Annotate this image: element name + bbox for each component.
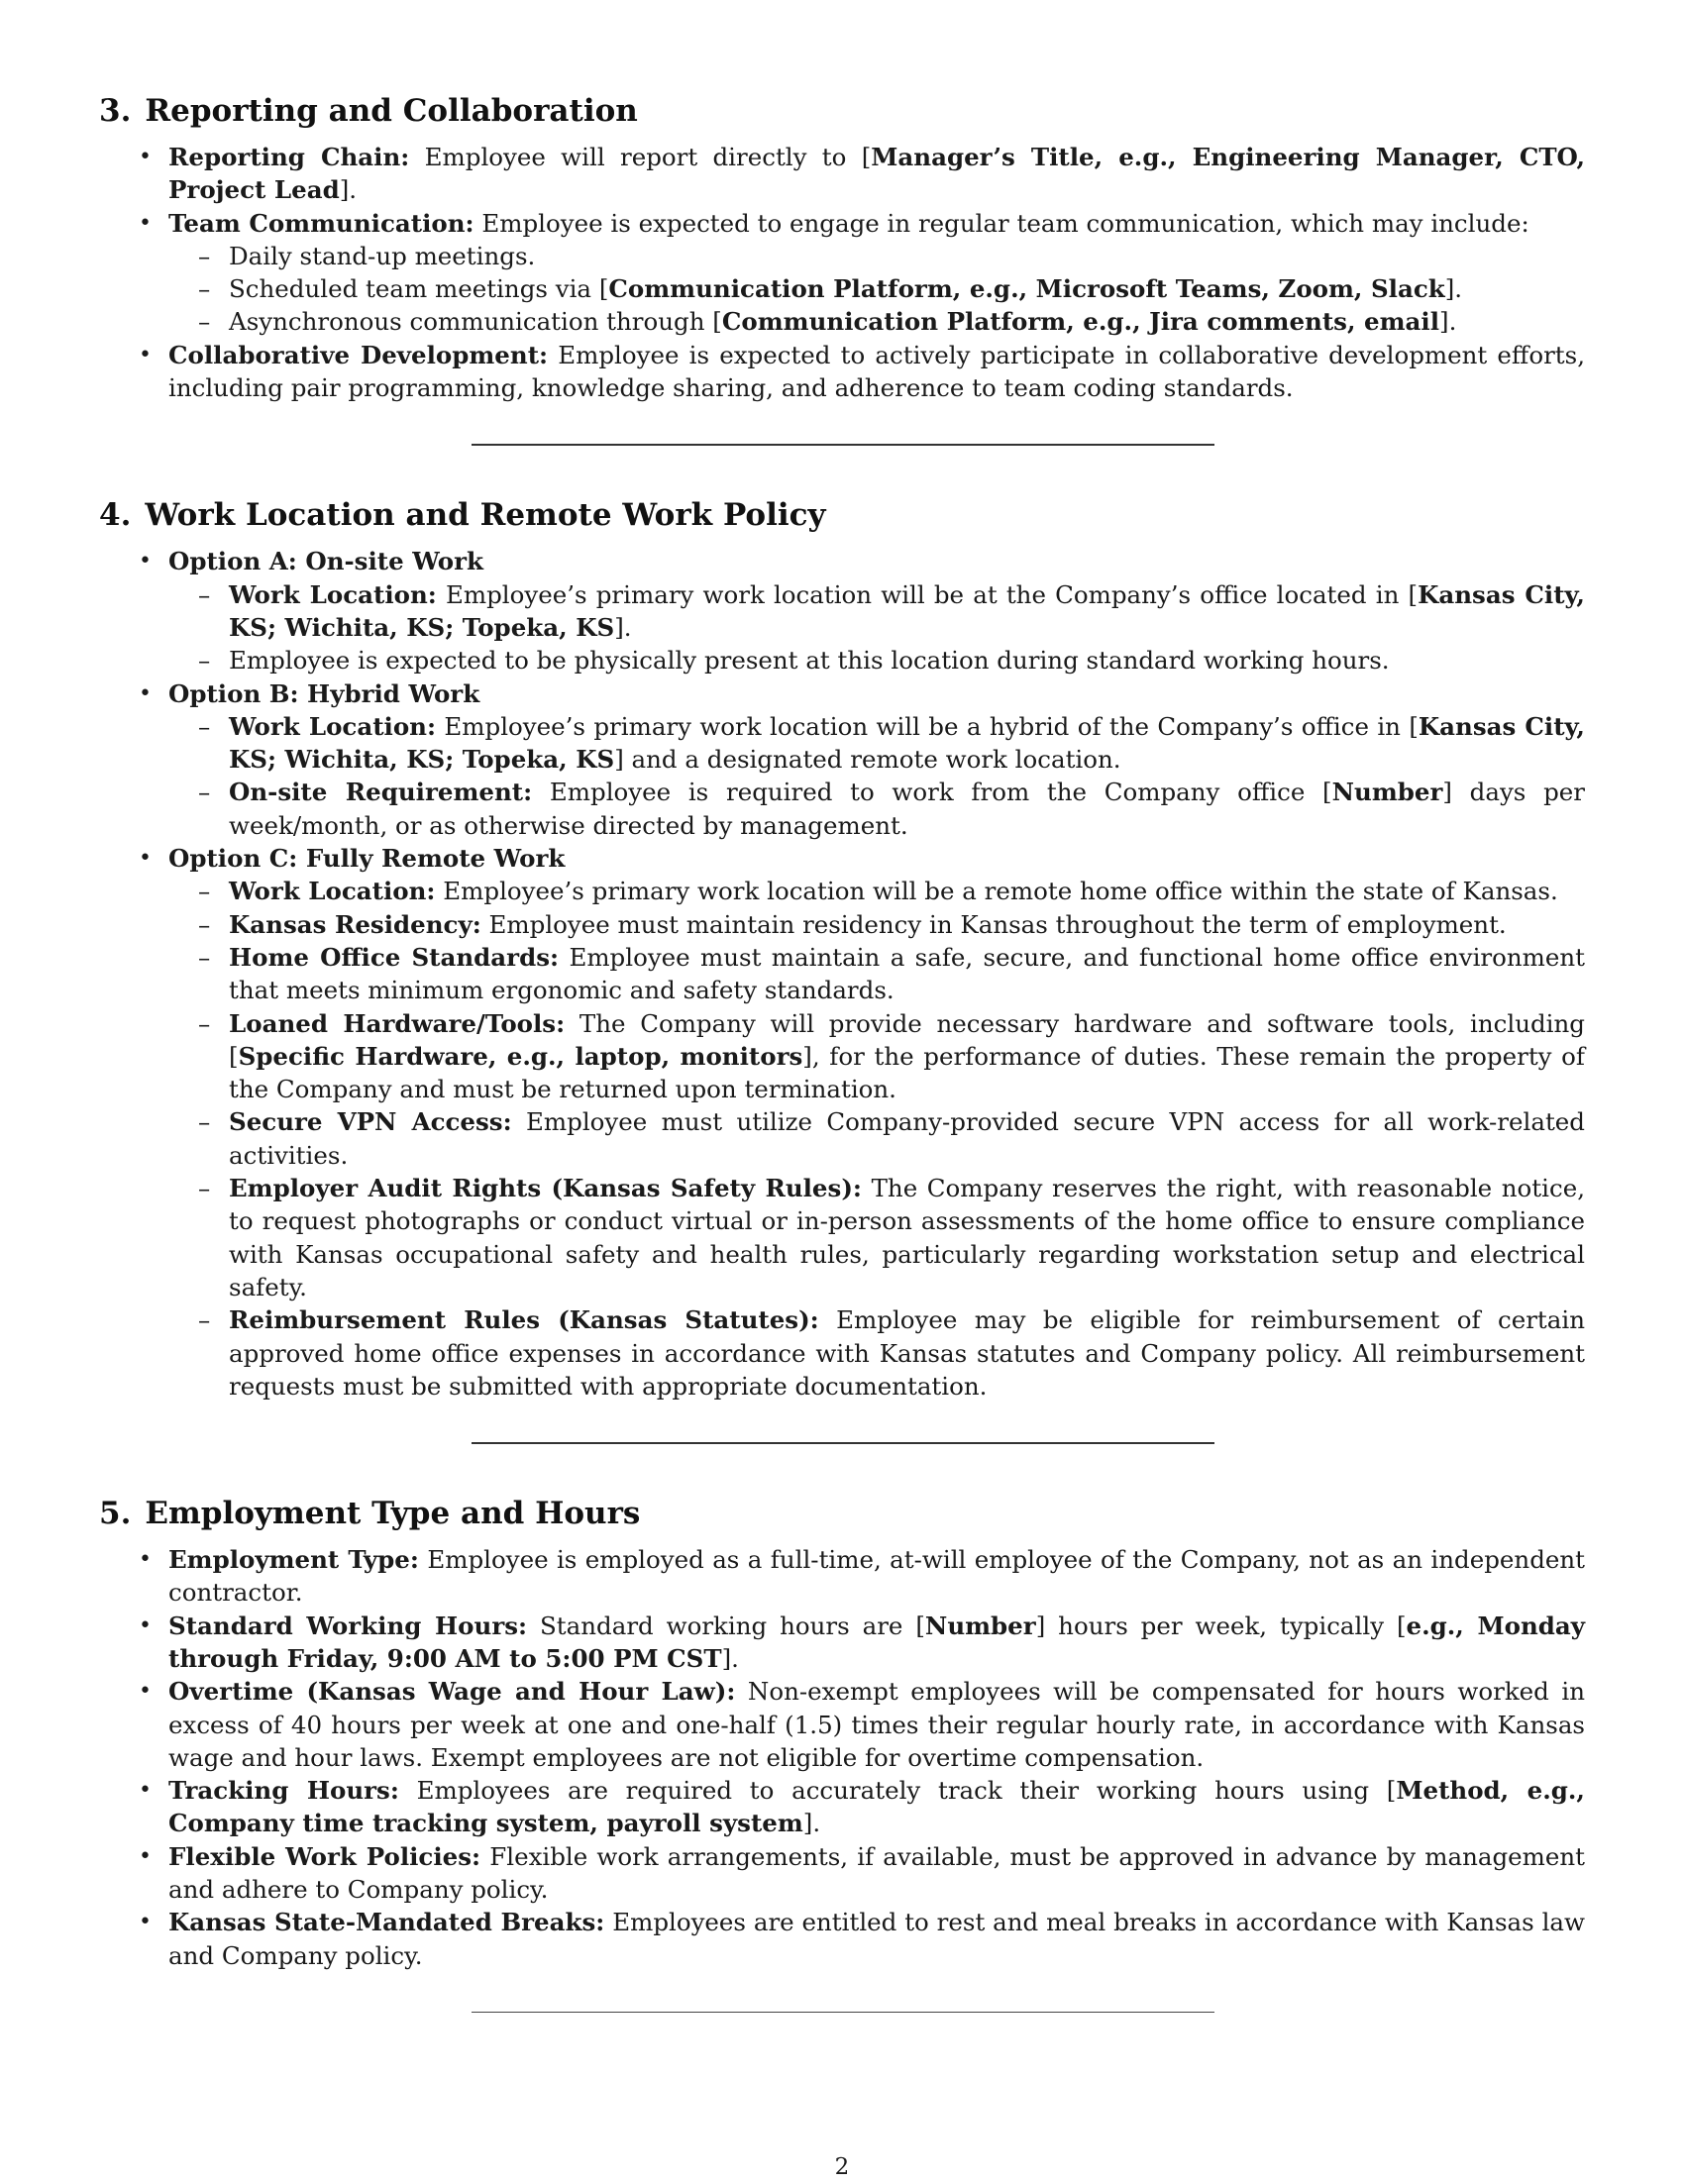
list-item-team-communication: • Team Communication: Employee is expected to engage in regular team communication, which may include: – Daily stand-up meetings. – Scheduled team meetings via [Communication Platform, e.g., Microsoft Teams, Zoom, Slack]. – Asynchronous communication through [Communication Platform, e.g., Jira comments, email]. bbox=[99, 207, 1585, 339]
list-item-option-c: • Option C: Fully Remote Work – Work Location: Employee’s primary work location will be a remote home office within the state of Kansas. – Kansas Residency: Employee must maintain residency in Kansas throughout the term of employment. – Home Office Standards: Employee must maintain a safe, secure, and functional home office environment that meets minimum ergonomic and safety standards. – Loaned Hardware/Tools: The Company will provide necessary hardware and software tools, including [Specific Hardware, e.g., laptop, monitors], for the performance of duties. These remain the property of the Company and must be returned upon termination. – Secure VPN Access: Employee must utilize Company-provided secure VPN access for all work-related activities. – Employer Audit Rights (Kansas Safety Rules): The Company reserves the right, with reasonable notice, to request photographs or conduct virtual or in-person assessments of the home office to ensure compliance with Kansas occupational safety and health rules, particularly regarding workstation setup and electrical safety. – Reimbursement Rules (Kansas Statutes): Employee may be eligible for reimbursement of certain approved home office expenses in accordance with Kansas statutes and Company policy. All reimbursement requests must be submitted with appropriate documentation. bbox=[99, 842, 1585, 1403]
list-item-employment-type: • Employment Type: Employee is employed as a full-time, at-will employee of the Company, not as an independent contractor. bbox=[139, 1545, 1585, 1608]
sub-item-async: – Asynchronous communication through [Communication Platform, e.g., Jira comments, email]. bbox=[198, 307, 1457, 337]
page-content bbox=[99, 91, 1585, 2013]
team-communication-sublist bbox=[168, 240, 1585, 339]
section-5-list bbox=[99, 1543, 1585, 1972]
placeholder-platform-async: Communication Platform, e.g., Jira comments, email bbox=[721, 307, 1440, 337]
sub-item-kansas-residency: – Kansas Residency: Employee must maintain residency in Kansas throughout the term of employment. bbox=[198, 909, 1507, 939]
sub-item-onsite-requirement: – On-site Requirement: Employee is required to work from the Company office [Number] days per week/month, or as otherwise directed by management. bbox=[198, 778, 1585, 840]
list-item-standard-hours: • Standard Working Hours: Standard working hours are [Number] hours per week, typically [e.g., Monday through Friday, 9:00 AM to 5:00 PM CST]. bbox=[139, 1611, 1586, 1673]
placeholder-schedule: e.g., Monday through Friday, 9:00 AM to 5:00 PM CST bbox=[168, 1611, 1586, 1673]
placeholder-office-locations: Kansas City, KS; Wichita, KS; Topeka, KS bbox=[229, 711, 1585, 775]
sub-item-work-location: – Work Location: Employee’s primary work location will be a remote home office within the state of Kansas. bbox=[198, 877, 1558, 906]
section-4-heading: 4. Work Location and Remote Work Policy bbox=[99, 497, 826, 534]
sub-item-home-office-standards: – Home Office Standards: Employee must maintain a safe, secure, and functional home office environment that meets minimum ergonomic and safety standards. bbox=[198, 942, 1586, 1005]
sub-item-standups: – Daily stand-up meetings. bbox=[198, 241, 536, 270]
sub-item-scheduled-meetings: – Scheduled team meetings via [Communication Platform, e.g., Microsoft Teams, Zoom, Slack]. bbox=[198, 274, 1463, 304]
section-5-heading: 5. Employment Type and Hours bbox=[99, 1496, 641, 1532]
placeholder-tracking-method: Method, e.g., Company time tracking system, payroll system bbox=[168, 1776, 1585, 1838]
section-4 bbox=[99, 495, 1585, 1444]
section-divider bbox=[472, 2012, 1214, 2013]
sub-item-presence: – Employee is expected to be physically present at this location during standard working hours. bbox=[198, 646, 1390, 676]
list-item-overtime: • Overtime (Kansas Wage and Hour Law): Non-exempt employees will be compensated for hours worked in excess of 40 hours per week at one and one-half (1.5) times their regular hourly rate, in accordance with Kansas wage and hour laws. Exempt employees are not eligible for overtime compensation. bbox=[139, 1677, 1585, 1772]
placeholder-number: Number bbox=[924, 1611, 1036, 1640]
sub-item-work-location: – Work Location: Employee’s primary work location will be at the Company’s office located in [Kansas City, KS; Wichita, KS; Topeka, KS]. bbox=[198, 579, 1585, 642]
section-3-heading: 3. Reporting and Collaboration bbox=[99, 93, 638, 129]
list-item-reporting-chain: • Reporting Chain: Employee will report directly to [Manager’s Title, e.g., Engineering Manager, CTO, Project Lead]. bbox=[139, 143, 1585, 205]
sub-item-reimbursement: – Reimbursement Rules (Kansas Statutes): Employee may be eligible for reimbursement of certain approved home office expenses in accordance with Kansas statutes and Company policy. All reimbursement requests must be submitted with appropriate documentation. bbox=[198, 1305, 1585, 1401]
list-item-breaks: • Kansas State-Mandated Breaks: Employees are entitled to rest and meal breaks in accordance with Kansas law and Company policy. bbox=[139, 1908, 1585, 1970]
sub-item-audit-rights: – Employer Audit Rights (Kansas Safety Rules): The Company reserves the right, with reasonable notice, to request photographs or conduct virtual or in-person assessments of the home office to ensure compliance with Kansas occupational safety and health rules, particularly regarding workstation setup and electrical safety. bbox=[198, 1174, 1585, 1301]
placeholder-number: Number bbox=[1331, 778, 1443, 807]
option-a-sublist bbox=[168, 578, 1585, 677]
section-5 bbox=[99, 1494, 1585, 2013]
page-number: 2 bbox=[834, 2154, 850, 2180]
list-item-collaborative-development: • Collaborative Development: Employee is expected to actively participate in collaborative development efforts, including pair programming, knowledge sharing, and adherence to team coding standards. bbox=[139, 340, 1586, 403]
list-item-tracking-hours: • Tracking Hours: Employees are required to accurately track their working hours using [Method, e.g., Company time tracking system, payroll system]. bbox=[139, 1776, 1585, 1838]
option-c-sublist bbox=[168, 875, 1585, 1403]
list-item-option-a: • Option A: On-site Work – Work Location: Employee’s primary work location will be at the Company’s office located in [Kansas City, KS; Wichita, KS; Topeka, KS]. – Employee is expected to be physically present at this location during standard working hours. bbox=[99, 545, 1585, 676]
section-divider bbox=[472, 444, 1214, 446]
placeholder-platform-meetings: Communication Platform, e.g., Microsoft Teams, Zoom, Slack bbox=[608, 274, 1445, 304]
list-item-option-b: • Option B: Hybrid Work – Work Location: Employee’s primary work location will be a hybrid of the Company’s office in [Kansas City, KS; Wichita, KS; Topeka, KS] and a designated remote work location. – On-site Requirement: Employee is required to work from the Company office [Number] days per week/month, or as otherwise directed by management. bbox=[99, 677, 1585, 842]
section-divider bbox=[472, 1442, 1214, 1444]
sub-item-work-location: – Work Location: Employee’s primary work location will be a hybrid of the Company’s office in [Kansas City, KS; Wichita, KS; Topeka, KS] and a designated remote work location. bbox=[198, 711, 1585, 775]
sub-item-secure-vpn: – Secure VPN Access: Employee must utilize Company-provided secure VPN access for all work-related activities. bbox=[198, 1107, 1585, 1170]
sub-item-loaned-hardware: – Loaned Hardware/Tools: The Company will provide necessary hardware and software tools, including [Specific Hardware, e.g., laptop, monitors], for the performance of duties. These remain the property of the Company and must be returned upon termination. bbox=[198, 1008, 1585, 1104]
section-3-list bbox=[99, 141, 1585, 404]
placeholder-manager-title: Manager’s Title, e.g., Engineering Manager, CTO, Project Lead bbox=[168, 143, 1585, 205]
section-3 bbox=[99, 91, 1585, 446]
placeholder-office-locations: Kansas City, KS; Wichita, KS; Topeka, KS bbox=[229, 579, 1585, 642]
placeholder-hardware: Specific Hardware, e.g., laptop, monitors bbox=[238, 1041, 803, 1071]
list-item-flexible-work: • Flexible Work Policies: Flexible work arrangements, if available, must be approved in advance by management and adhere to Company policy. bbox=[139, 1841, 1586, 1905]
option-b-sublist bbox=[168, 710, 1585, 842]
section-4-list bbox=[99, 545, 1585, 1403]
